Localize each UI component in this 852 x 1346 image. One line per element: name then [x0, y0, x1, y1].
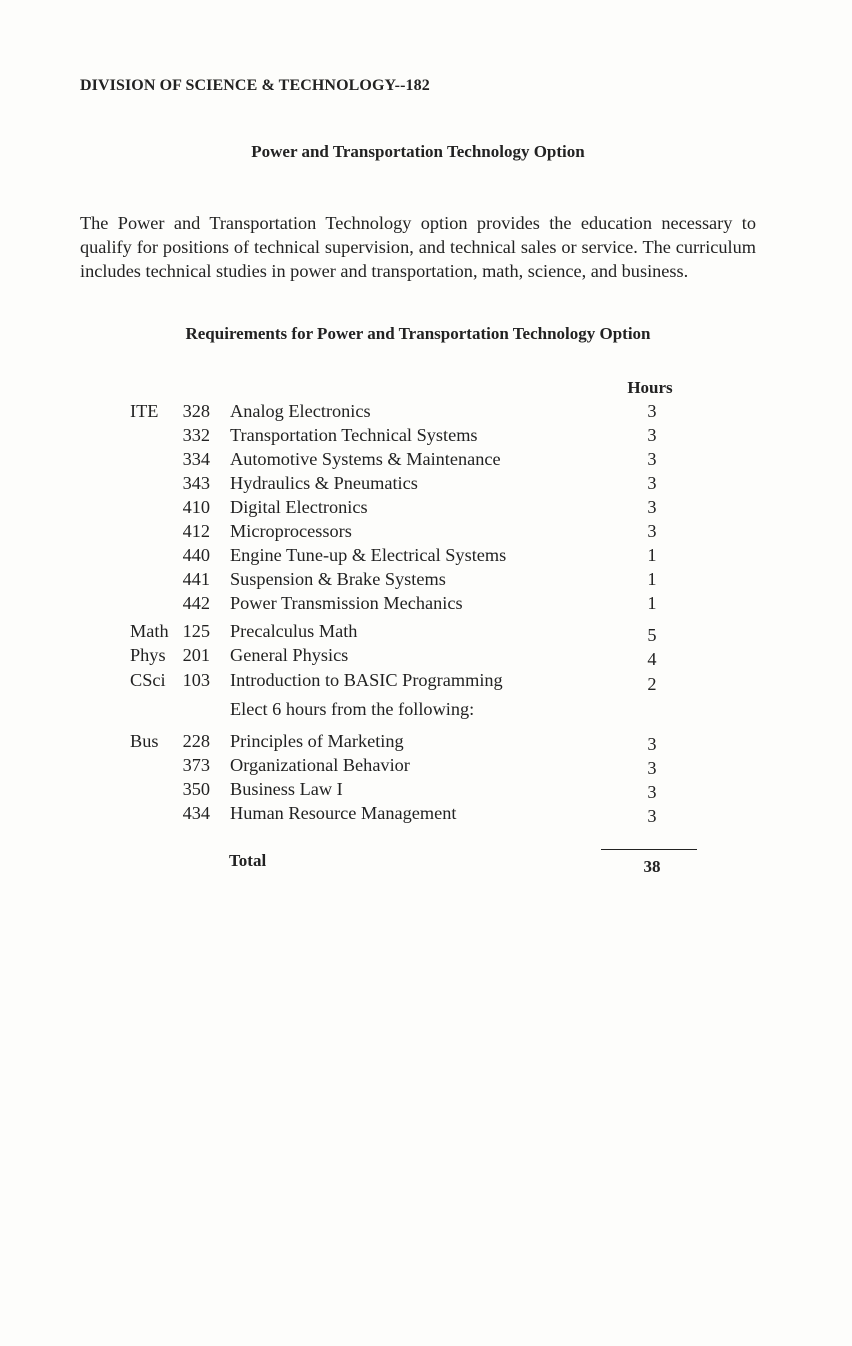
course-title: Transportation Technical Systems — [230, 425, 478, 445]
course-number: 125 — [182, 621, 210, 641]
course-number: 410 — [182, 497, 210, 517]
requirements-title: Requirements for Power and Transportation Technology Option — [185, 324, 651, 343]
course-number: 440 — [182, 545, 210, 565]
course-title: Hydraulics & Pneumatics — [230, 473, 418, 493]
course-number: 373 — [182, 755, 210, 775]
course-row — [0, 497, 852, 521]
course-title: Introduction to BASIC Programming — [230, 670, 503, 690]
course-row — [0, 425, 852, 449]
section-title: Power and Transportation Technology Option — [251, 142, 585, 161]
hours-column-header: Hours — [627, 378, 673, 397]
course-title: Analog Electronics — [230, 401, 371, 421]
course-number: 201 — [182, 645, 210, 665]
course-hours: 4 — [647, 649, 657, 669]
course-number: 441 — [182, 569, 210, 589]
course-row — [0, 401, 852, 425]
course-hours: 3 — [647, 734, 657, 754]
course-number: 334 — [182, 449, 210, 469]
elective-note: Elect 6 hours from the following: — [230, 699, 475, 719]
course-number: 343 — [182, 473, 210, 493]
elective-row — [0, 803, 852, 827]
course-hours: 2 — [647, 674, 657, 694]
total-hours: 38 — [643, 857, 661, 876]
course-hours: 3 — [647, 782, 657, 802]
total-rule — [601, 849, 697, 850]
course-number: 103 — [182, 670, 210, 690]
total-label: Total — [229, 851, 267, 870]
course-row — [0, 621, 852, 645]
elective-row — [0, 755, 852, 779]
course-hours: 3 — [647, 806, 657, 826]
course-title: Automotive Systems & Maintenance — [230, 449, 501, 469]
course-number: 442 — [182, 593, 210, 613]
course-number: 228 — [182, 731, 210, 751]
course-title: Engine Tune-up & Electrical Systems — [230, 545, 507, 565]
course-title: General Physics — [230, 645, 349, 665]
course-hours: 3 — [647, 425, 657, 445]
elective-row — [0, 731, 852, 755]
course-hours: 3 — [647, 449, 657, 469]
course-number: 328 — [182, 401, 210, 421]
course-row — [0, 545, 852, 569]
course-number: 434 — [182, 803, 210, 823]
course-row — [0, 521, 852, 545]
course-title: Human Resource Management — [230, 803, 457, 823]
course-dept: ITE — [130, 401, 159, 421]
course-title: Business Law I — [230, 779, 343, 799]
course-hours: 5 — [647, 625, 657, 645]
course-row — [0, 593, 852, 617]
course-row — [0, 449, 852, 473]
course-row — [0, 569, 852, 593]
course-title: Suspension & Brake Systems — [230, 569, 446, 589]
course-hours: 3 — [647, 521, 657, 541]
course-title: Microprocessors — [230, 521, 352, 541]
course-hours: 1 — [647, 545, 657, 565]
course-title: Principles of Marketing — [230, 731, 404, 751]
course-title: Organizational Behavior — [230, 755, 410, 775]
course-dept: Bus — [130, 731, 159, 751]
course-dept: Phys — [130, 645, 166, 665]
course-dept: CSci — [130, 670, 166, 690]
course-title: Precalculus Math — [230, 621, 358, 641]
running-head: DIVISION OF SCIENCE & TECHNOLOGY--182 — [80, 77, 430, 94]
course-hours: 1 — [647, 593, 657, 613]
elective-row — [0, 779, 852, 803]
course-number: 350 — [182, 779, 210, 799]
course-title: Power Transmission Mechanics — [230, 593, 463, 613]
course-number: 412 — [182, 521, 210, 541]
course-number: 332 — [182, 425, 210, 445]
course-row — [0, 645, 852, 669]
course-row — [0, 670, 852, 694]
course-hours: 3 — [647, 473, 657, 493]
course-title: Digital Electronics — [230, 497, 368, 517]
course-dept: Math — [130, 621, 169, 641]
course-hours: 3 — [647, 497, 657, 517]
course-row — [0, 473, 852, 497]
course-hours: 3 — [647, 758, 657, 778]
course-hours: 3 — [647, 401, 657, 421]
intro-paragraph: The Power and Transportation Technology option provides the education necessary to qualify for positions of technical supervision, and technical sales or service. The curriculum includes technical studies in power and transportation, math, science, and business. — [80, 213, 756, 282]
course-hours: 1 — [647, 569, 657, 589]
